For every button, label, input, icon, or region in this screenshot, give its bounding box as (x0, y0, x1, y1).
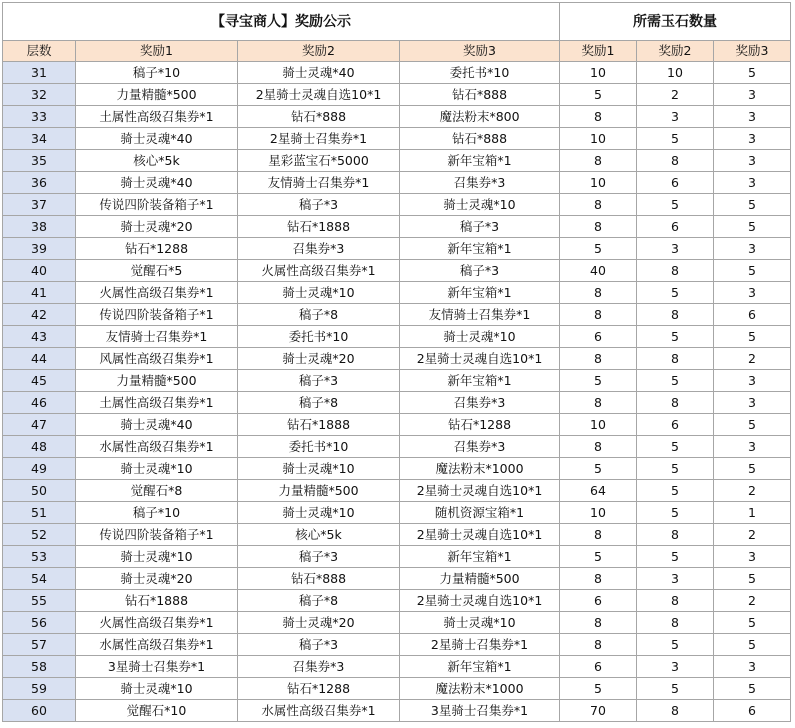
cost-1-cell: 8 (560, 612, 637, 634)
cost-3-cell: 5 (714, 260, 791, 282)
cost-1-cell: 8 (560, 348, 637, 370)
cost-1-cell: 70 (560, 700, 637, 722)
reward-1-cell: 骑士灵魂*40 (76, 128, 238, 150)
cost-1-cell: 10 (560, 502, 637, 524)
cost-1-cell: 6 (560, 590, 637, 612)
cost-3-cell: 3 (714, 546, 791, 568)
reward-3-cell: 召集券*3 (400, 172, 560, 194)
reward-3-cell: 钻石*1288 (400, 414, 560, 436)
reward-3-cell: 骑士灵魂*10 (400, 326, 560, 348)
floor-cell: 34 (3, 128, 76, 150)
table-row (3, 370, 791, 392)
floor-cell: 35 (3, 150, 76, 172)
cost-2-cell: 6 (637, 414, 714, 436)
reward-2-cell: 骑士灵魂*10 (238, 458, 400, 480)
cost-2-cell: 8 (637, 348, 714, 370)
cost-1-cell: 5 (560, 678, 637, 700)
cost-2-cell: 8 (637, 612, 714, 634)
reward-2-cell: 稿子*8 (238, 304, 400, 326)
cost-1-cell: 10 (560, 128, 637, 150)
cost-1-cell: 6 (560, 326, 637, 348)
table-row (3, 458, 791, 480)
reward-1-cell: 觉醒石*8 (76, 480, 238, 502)
cost-1-cell: 8 (560, 194, 637, 216)
reward-1-cell: 3星骑士召集券*1 (76, 656, 238, 678)
reward-2-cell: 骑士灵魂*10 (238, 502, 400, 524)
table-row (3, 634, 791, 656)
table-row (3, 260, 791, 282)
cost-2-cell: 8 (637, 700, 714, 722)
reward-3-cell: 新年宝箱*1 (400, 546, 560, 568)
cost-2-cell: 3 (637, 568, 714, 590)
table-title: 【寻宝商人】奖励公示 (3, 3, 560, 41)
reward-1-cell: 力量精髓*500 (76, 370, 238, 392)
cost-3-cell: 3 (714, 370, 791, 392)
reward-2-cell: 召集券*3 (238, 656, 400, 678)
table-row (3, 216, 791, 238)
header-floor: 层数 (3, 41, 76, 62)
cost-1-cell: 8 (560, 304, 637, 326)
cost-3-cell: 5 (714, 414, 791, 436)
floor-cell: 42 (3, 304, 76, 326)
reward-3-cell: 新年宝箱*1 (400, 282, 560, 304)
table-row (3, 304, 791, 326)
reward-2-cell: 委托书*10 (238, 326, 400, 348)
reward-1-cell: 觉醒石*5 (76, 260, 238, 282)
reward-2-cell: 稿子*8 (238, 590, 400, 612)
cost-3-cell: 3 (714, 172, 791, 194)
floor-cell: 49 (3, 458, 76, 480)
cost-1-cell: 10 (560, 414, 637, 436)
cost-3-cell: 3 (714, 128, 791, 150)
cost-2-cell: 6 (637, 172, 714, 194)
table-row (3, 678, 791, 700)
title-row (3, 3, 791, 41)
cost-3-cell: 5 (714, 634, 791, 656)
reward-3-cell: 钻石*888 (400, 128, 560, 150)
reward-3-cell: 骑士灵魂*10 (400, 612, 560, 634)
floor-cell: 51 (3, 502, 76, 524)
cost-3-cell: 5 (714, 216, 791, 238)
cost-2-cell: 10 (637, 62, 714, 84)
table-row (3, 590, 791, 612)
reward-3-cell: 2星骑士灵魂自选10*1 (400, 348, 560, 370)
cost-3-cell: 5 (714, 326, 791, 348)
reward-1-cell: 稿子*10 (76, 62, 238, 84)
reward-2-cell: 稿子*8 (238, 392, 400, 414)
floor-cell: 59 (3, 678, 76, 700)
reward-2-cell: 核心*5k (238, 524, 400, 546)
reward-1-cell: 水属性高级召集券*1 (76, 634, 238, 656)
floor-cell: 37 (3, 194, 76, 216)
header-cost-3: 奖励3 (714, 41, 791, 62)
cost-2-cell: 8 (637, 150, 714, 172)
cost-1-cell: 8 (560, 282, 637, 304)
jade-cost-title: 所需玉石数量 (560, 3, 791, 41)
table-row (3, 62, 791, 84)
floor-cell: 39 (3, 238, 76, 260)
reward-3-cell: 钻石*888 (400, 84, 560, 106)
table-row (3, 656, 791, 678)
reward-table (2, 2, 791, 722)
reward-2-cell: 星彩蓝宝石*5000 (238, 150, 400, 172)
reward-2-cell: 水属性高级召集券*1 (238, 700, 400, 722)
reward-1-cell: 土属性高级召集券*1 (76, 392, 238, 414)
reward-2-cell: 钻石*888 (238, 568, 400, 590)
reward-1-cell: 觉醒石*10 (76, 700, 238, 722)
reward-2-cell: 火属性高级召集券*1 (238, 260, 400, 282)
floor-cell: 36 (3, 172, 76, 194)
table-row (3, 172, 791, 194)
table-row (3, 194, 791, 216)
table-row (3, 524, 791, 546)
cost-3-cell: 6 (714, 304, 791, 326)
floor-cell: 54 (3, 568, 76, 590)
table-row (3, 436, 791, 458)
reward-3-cell: 随机资源宝箱*1 (400, 502, 560, 524)
reward-3-cell: 稿子*3 (400, 260, 560, 282)
cost-2-cell: 5 (637, 480, 714, 502)
cost-1-cell: 5 (560, 238, 637, 260)
cost-3-cell: 3 (714, 84, 791, 106)
reward-2-cell: 稿子*3 (238, 634, 400, 656)
cost-2-cell: 5 (637, 458, 714, 480)
cost-2-cell: 3 (637, 106, 714, 128)
reward-2-cell: 2星骑士灵魂自选10*1 (238, 84, 400, 106)
cost-3-cell: 3 (714, 282, 791, 304)
cost-3-cell: 5 (714, 678, 791, 700)
reward-1-cell: 稿子*10 (76, 502, 238, 524)
reward-1-cell: 火属性高级召集券*1 (76, 612, 238, 634)
table-row (3, 392, 791, 414)
reward-2-cell: 稿子*3 (238, 546, 400, 568)
floor-cell: 41 (3, 282, 76, 304)
cost-1-cell: 8 (560, 106, 637, 128)
reward-3-cell: 魔法粉末*1000 (400, 458, 560, 480)
reward-3-cell: 骑士灵魂*10 (400, 194, 560, 216)
reward-3-cell: 新年宝箱*1 (400, 150, 560, 172)
cost-1-cell: 40 (560, 260, 637, 282)
table-row (3, 106, 791, 128)
cost-1-cell: 8 (560, 436, 637, 458)
cost-1-cell: 6 (560, 656, 637, 678)
reward-2-cell: 钻石*1888 (238, 216, 400, 238)
cost-1-cell: 8 (560, 634, 637, 656)
floor-cell: 50 (3, 480, 76, 502)
cost-2-cell: 8 (637, 304, 714, 326)
cost-1-cell: 10 (560, 62, 637, 84)
cost-3-cell: 5 (714, 194, 791, 216)
cost-3-cell: 2 (714, 348, 791, 370)
reward-3-cell: 魔法粉末*800 (400, 106, 560, 128)
cost-3-cell: 6 (714, 700, 791, 722)
cost-2-cell: 5 (637, 282, 714, 304)
cost-2-cell: 8 (637, 524, 714, 546)
reward-3-cell: 2星骑士灵魂自选10*1 (400, 524, 560, 546)
reward-2-cell: 骑士灵魂*10 (238, 282, 400, 304)
cost-2-cell: 6 (637, 216, 714, 238)
floor-cell: 52 (3, 524, 76, 546)
reward-3-cell: 召集券*3 (400, 436, 560, 458)
cost-2-cell: 5 (637, 502, 714, 524)
cost-3-cell: 2 (714, 480, 791, 502)
cost-3-cell: 2 (714, 590, 791, 612)
reward-3-cell: 委托书*10 (400, 62, 560, 84)
table-row (3, 502, 791, 524)
floor-cell: 46 (3, 392, 76, 414)
floor-cell: 53 (3, 546, 76, 568)
cost-3-cell: 3 (714, 656, 791, 678)
reward-2-cell: 委托书*10 (238, 436, 400, 458)
reward-1-cell: 钻石*1288 (76, 238, 238, 260)
reward-3-cell: 新年宝箱*1 (400, 370, 560, 392)
reward-3-cell: 新年宝箱*1 (400, 238, 560, 260)
floor-cell: 45 (3, 370, 76, 392)
floor-cell: 58 (3, 656, 76, 678)
cost-1-cell: 8 (560, 568, 637, 590)
cost-3-cell: 5 (714, 612, 791, 634)
cost-3-cell: 3 (714, 150, 791, 172)
reward-2-cell: 钻石*1888 (238, 414, 400, 436)
floor-cell: 55 (3, 590, 76, 612)
reward-1-cell: 土属性高级召集券*1 (76, 106, 238, 128)
table-row (3, 414, 791, 436)
cost-2-cell: 5 (637, 678, 714, 700)
table-row (3, 480, 791, 502)
reward-3-cell: 召集券*3 (400, 392, 560, 414)
reward-1-cell: 骑士灵魂*40 (76, 172, 238, 194)
table-row (3, 84, 791, 106)
floor-cell: 60 (3, 700, 76, 722)
reward-3-cell: 2星骑士灵魂自选10*1 (400, 590, 560, 612)
cost-3-cell: 3 (714, 436, 791, 458)
table-row (3, 150, 791, 172)
header-cost-1: 奖励1 (560, 41, 637, 62)
floor-cell: 48 (3, 436, 76, 458)
cost-2-cell: 5 (637, 128, 714, 150)
cost-3-cell: 5 (714, 568, 791, 590)
cost-3-cell: 3 (714, 238, 791, 260)
reward-3-cell: 3星骑士召集券*1 (400, 700, 560, 722)
reward-1-cell: 骑士灵魂*10 (76, 678, 238, 700)
reward-1-cell: 钻石*1888 (76, 590, 238, 612)
table-body (3, 62, 791, 722)
table-row (3, 326, 791, 348)
cost-2-cell: 8 (637, 392, 714, 414)
table-row (3, 612, 791, 634)
reward-2-cell: 召集券*3 (238, 238, 400, 260)
cost-3-cell: 2 (714, 524, 791, 546)
reward-2-cell: 2星骑士召集券*1 (238, 128, 400, 150)
cost-2-cell: 8 (637, 590, 714, 612)
floor-cell: 43 (3, 326, 76, 348)
reward-1-cell: 骑士灵魂*20 (76, 216, 238, 238)
header-cost-2: 奖励2 (637, 41, 714, 62)
reward-1-cell: 传说四阶装备箱子*1 (76, 524, 238, 546)
floor-cell: 32 (3, 84, 76, 106)
reward-2-cell: 稿子*3 (238, 194, 400, 216)
floor-cell: 57 (3, 634, 76, 656)
cost-1-cell: 64 (560, 480, 637, 502)
reward-1-cell: 水属性高级召集券*1 (76, 436, 238, 458)
cost-2-cell: 5 (637, 436, 714, 458)
floor-cell: 56 (3, 612, 76, 634)
cost-3-cell: 1 (714, 502, 791, 524)
cost-1-cell: 5 (560, 458, 637, 480)
reward-1-cell: 火属性高级召集券*1 (76, 282, 238, 304)
reward-1-cell: 核心*5k (76, 150, 238, 172)
reward-2-cell: 力量精髓*500 (238, 480, 400, 502)
cost-2-cell: 5 (637, 634, 714, 656)
reward-2-cell: 稿子*3 (238, 370, 400, 392)
cost-2-cell: 2 (637, 84, 714, 106)
table-row (3, 546, 791, 568)
cost-1-cell: 5 (560, 370, 637, 392)
cost-2-cell: 8 (637, 260, 714, 282)
floor-cell: 44 (3, 348, 76, 370)
cost-1-cell: 8 (560, 392, 637, 414)
floor-cell: 33 (3, 106, 76, 128)
cost-3-cell: 5 (714, 458, 791, 480)
header-reward-2: 奖励2 (238, 41, 400, 62)
reward-3-cell: 友情骑士召集券*1 (400, 304, 560, 326)
reward-1-cell: 传说四阶装备箱子*1 (76, 194, 238, 216)
table-row (3, 128, 791, 150)
cost-2-cell: 3 (637, 656, 714, 678)
reward-1-cell: 骑士灵魂*20 (76, 568, 238, 590)
cost-2-cell: 5 (637, 194, 714, 216)
cost-3-cell: 3 (714, 392, 791, 414)
cost-1-cell: 5 (560, 546, 637, 568)
reward-1-cell: 骑士灵魂*10 (76, 458, 238, 480)
reward-2-cell: 骑士灵魂*20 (238, 348, 400, 370)
cost-1-cell: 5 (560, 84, 637, 106)
cost-1-cell: 8 (560, 524, 637, 546)
reward-1-cell: 骑士灵魂*40 (76, 414, 238, 436)
reward-1-cell: 骑士灵魂*10 (76, 546, 238, 568)
table-row (3, 568, 791, 590)
reward-1-cell: 传说四阶装备箱子*1 (76, 304, 238, 326)
header-reward-1: 奖励1 (76, 41, 238, 62)
reward-1-cell: 风属性高级召集券*1 (76, 348, 238, 370)
table-row (3, 238, 791, 260)
reward-2-cell: 骑士灵魂*20 (238, 612, 400, 634)
cost-1-cell: 10 (560, 172, 637, 194)
header-reward-3: 奖励3 (400, 41, 560, 62)
reward-1-cell: 友情骑士召集券*1 (76, 326, 238, 348)
reward-2-cell: 钻石*888 (238, 106, 400, 128)
reward-3-cell: 2星骑士灵魂自选10*1 (400, 480, 560, 502)
reward-3-cell: 稿子*3 (400, 216, 560, 238)
table-row (3, 700, 791, 722)
floor-cell: 31 (3, 62, 76, 84)
header-row (3, 41, 791, 62)
reward-2-cell: 钻石*1288 (238, 678, 400, 700)
cost-1-cell: 8 (560, 216, 637, 238)
reward-3-cell: 2星骑士召集券*1 (400, 634, 560, 656)
table-row (3, 348, 791, 370)
cost-2-cell: 5 (637, 326, 714, 348)
cost-1-cell: 8 (560, 150, 637, 172)
reward-2-cell: 友情骑士召集券*1 (238, 172, 400, 194)
reward-1-cell: 力量精髓*500 (76, 84, 238, 106)
floor-cell: 47 (3, 414, 76, 436)
table-row (3, 282, 791, 304)
reward-3-cell: 力量精髓*500 (400, 568, 560, 590)
reward-2-cell: 骑士灵魂*40 (238, 62, 400, 84)
cost-2-cell: 3 (637, 238, 714, 260)
cost-3-cell: 5 (714, 62, 791, 84)
cost-3-cell: 3 (714, 106, 791, 128)
cost-2-cell: 5 (637, 546, 714, 568)
floor-cell: 40 (3, 260, 76, 282)
reward-3-cell: 新年宝箱*1 (400, 656, 560, 678)
floor-cell: 38 (3, 216, 76, 238)
reward-3-cell: 魔法粉末*1000 (400, 678, 560, 700)
cost-2-cell: 5 (637, 370, 714, 392)
